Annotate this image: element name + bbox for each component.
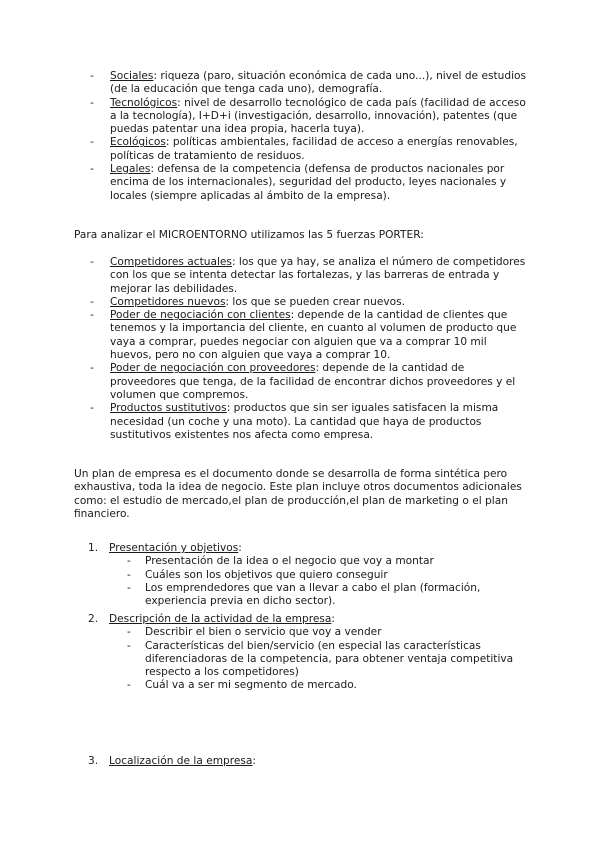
list-item-term: Competidores actuales <box>110 256 232 268</box>
list-item <box>88 256 528 296</box>
list-item <box>88 296 528 309</box>
list-item <box>88 136 528 163</box>
list-item-text: : los que se pueden crear nuevos. <box>225 295 406 308</box>
plan-empresa-paragraph: Un plan de empresa es el documento donde se desarrolla de forma sintética pero exhaustiva, toda la idea de negocio. Este plan incluye otros documentos adicionales como: el estudio de mercado,el plan de producción,el plan de marketing o el plan financiero. <box>74 468 522 520</box>
list-item: - Características del bien/servicio (en especial las características diferenciadoras de la competencia, para obtener ventaja competitiva respecto a los competidores) <box>124 640 528 680</box>
list-item-term: Legales <box>110 163 151 176</box>
section-title: Presentación y objetivos <box>109 542 239 554</box>
list-item <box>88 163 528 203</box>
list-item-text: : nivel de desarrollo tecnológico de cada país (facilidad de acceso a la tecnología), I+D+i (investigación, desarrollo, innovación), patentes (que puedas patentar una idea propia, hacerla tuya). <box>110 96 526 136</box>
list-item <box>88 97 528 137</box>
list-item-text: : políticas ambientales, facilidad de acceso a energías renovables, políticas de tratamiento de residuos. <box>110 136 518 162</box>
list-item-text: : depende de la cantidad de clientes que tenemos y la importancia del cliente, en cuanto al volumen de producto que vaya a comprar, puedes negociar con alguien que va a comprar 10 mil huevos, pero no con alguien que vaya a comprar 10. <box>110 309 517 362</box>
section-title: Localización de la empresa <box>109 755 253 767</box>
list-item-text: : depende de la cantidad de proveedores que tenga, de la facilidad de encontrar dichos proveedores y el volumen que compremos. <box>110 362 516 401</box>
section-2 <box>88 613 528 693</box>
section-heading <box>88 755 528 768</box>
section-items <box>88 626 528 692</box>
list-item: - Presentación de la idea o el negocio que voy a montar <box>124 555 528 568</box>
section-3 <box>88 755 528 768</box>
section-items <box>88 555 528 608</box>
section-heading <box>88 542 528 555</box>
list-item <box>88 402 528 442</box>
microentorno-intro: Para analizar el MICROENTORNO utilizamos las 5 fuerzas PORTER: <box>74 229 424 241</box>
list-item-term: Poder de negociación con clientes <box>110 309 291 322</box>
list-item-term: Productos sustitutivos <box>110 402 227 415</box>
section-1 <box>88 542 528 608</box>
list-item-term: Competidores nuevos <box>110 295 226 308</box>
section-title: Descripción de la actividad de la empresa <box>109 613 332 625</box>
list-item-text: : defensa de la competencia (defensa de productos nacionales por encima de los internacionales), seguridad del producto, leyes nacionales y locales (siempre aplicadas al ámbito de la empresa). <box>110 163 507 202</box>
list-item-text: : los que ya hay, se analiza el número de competidores con los que se intenta detectar las fortalezas, y las barreras de entrada y mejorar las debilidades. <box>110 256 526 295</box>
porter-forces-list <box>88 256 528 442</box>
list-item-term: Tecnológicos <box>110 96 178 109</box>
section-number: 1. <box>88 542 99 554</box>
list-item-term: Sociales <box>110 70 154 82</box>
list-item <box>88 70 528 97</box>
list-item: - Cuál va a ser mi segmento de mercado. <box>124 679 528 692</box>
list-item: - Describir el bien o servicio que voy a vender <box>124 626 528 639</box>
list-item: - Cuáles son los objetivos que quiero conseguir <box>124 569 528 582</box>
list-item-text: : productos que sin ser iguales satisfacen la misma necesidad (un coche y una moto). La cantidad que haya de productos sustitutivos existentes nos afecta como empresa. <box>110 402 499 441</box>
section-title-suffix: : <box>238 542 242 554</box>
section-number: 3. <box>88 755 99 767</box>
section-heading <box>88 613 528 626</box>
macro-factors-list <box>88 70 528 203</box>
list-item <box>88 309 528 362</box>
list-item-term: Ecológicos <box>110 136 166 149</box>
list-item <box>88 362 528 402</box>
section-number: 2. <box>88 613 99 625</box>
section-title-suffix: : <box>331 613 335 625</box>
list-item-text: : riqueza (paro, situación económica de cada uno...), nivel de estudios (de la educación que tenga cada uno), demografía. <box>110 70 527 96</box>
section-title-suffix: : <box>252 755 256 767</box>
list-item-term: Poder de negociación con proveedores <box>110 362 316 375</box>
list-item: - Los emprendedores que van a llevar a cabo el plan (formación, experiencia previa en dicho sector). <box>124 582 528 609</box>
